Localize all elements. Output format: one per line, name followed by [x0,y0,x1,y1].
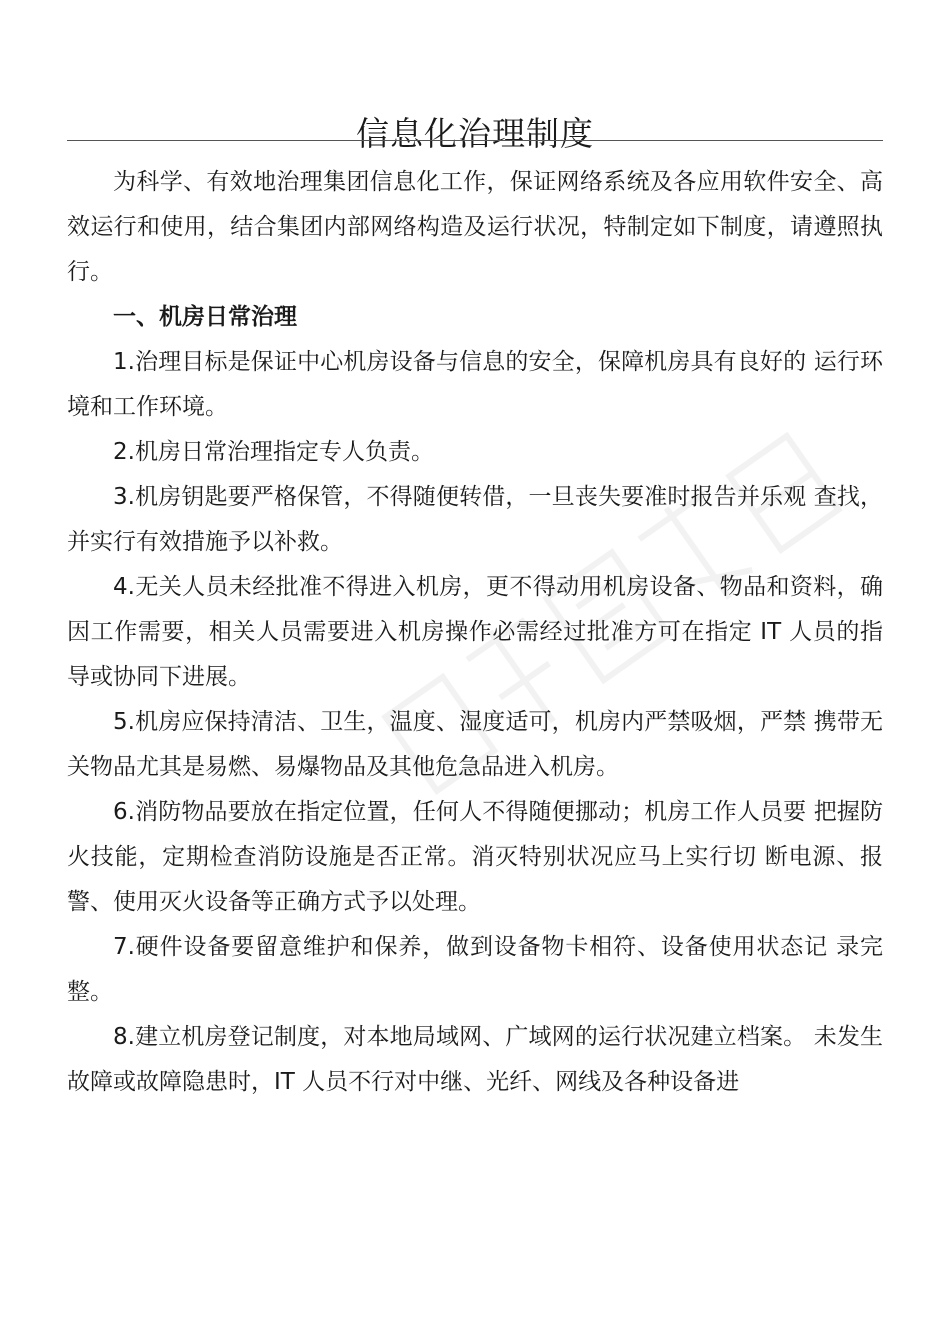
list-item: 2.机房日常治理指定专人负责。 [113,439,434,465]
page-title: 信息化治理制度 [356,114,594,154]
list-item: 5.机房应保持清洁、卫生，温度、湿度适可，机房内严禁吸烟，严禁 携带无关物品尤其是易燃、易爆物品及其他危急品进入机房。 [67,709,883,780]
intro-paragraph: 为科学、有效地治理集团信息化工作，保证网络系统及各应用软件安全、高效运行和使用，结合集团内部网络构造及运行状况，特制定如下制度，请遵照执行。 [67,169,883,285]
title-divider [67,140,883,141]
list-item: 3.机房钥匙要严格保管，不得随便转借，一旦丧失要准时报告并乐观 查找，并实行有效措施予以补救。 [67,484,883,555]
list-item: 1.治理目标是保证中心机房设备与信息的安全，保障机房具有良好的 运行环境和工作环境。 [67,349,883,420]
list-item: 8.建立机房登记制度，对本地局域网、广域网的运行状况建立档案。 未发生故障或故障隐患时，IT 人员不行对中继、光纤、网线及各种设备进 [67,1024,883,1095]
list-item: 6.消防物品要放在指定位置，任何人不得随便挪动；机房工作人员要 把握防火技能，定期检查消防设施是否正常。消灭特别状况应马上实行切 断电源、报警、使用灭火设备等正确方式予以处理。 [67,799,883,915]
section-heading: 一、机房日常治理 [113,304,297,330]
document-body [67,160,883,1105]
list-item: 7.硬件设备要留意维护和保养，做到设备物卡相符、设备使用状态记 录完整。 [67,934,883,1005]
list-item: 4.无关人员未经批准不得进入机房，更不得动用机房设备、物品和资料，确因工作需要，相关人员需要进入机房操作必需经过批准方可在指定 IT 人员的指导或协同下进展。 [67,574,883,690]
